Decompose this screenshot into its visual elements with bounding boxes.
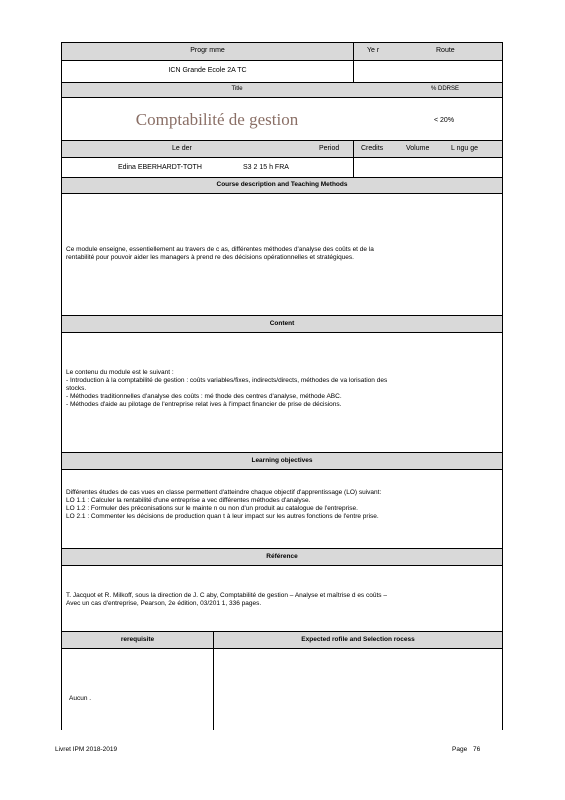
content-title: Content: [269, 320, 295, 327]
rule: [61, 157, 502, 158]
description-line-2: rentabilité pour pouvoir aider les managers à prend re des décisions opérationnelles et stratégiques.: [66, 254, 354, 261]
year-label: Ye r: [367, 47, 380, 54]
objectives-title: Learning objectives: [251, 457, 313, 464]
description-line-1: Ce module enseigne, essentiellement au travers de c as, différentes méthodes d'analyse des coûts et de la: [66, 246, 374, 253]
reference-line-1: T. Jacquot et R. Milkoff, sous la direction de J. C aby, Comptabilité de gestion – Analyse et maîtrise d es coûts –: [66, 592, 387, 599]
rule: [61, 193, 502, 194]
rule: [353, 140, 354, 177]
language-label: L ngu ge: [451, 145, 478, 152]
reference-line-2: Avec un cas d'entreprise, Pearson, 2e édition, 03/201 1, 336 pages.: [66, 600, 262, 607]
programme-label: Progr mme: [190, 47, 225, 54]
ddrse-value: < 20%: [434, 117, 455, 124]
leader-value: Edina EBERHARDT-TOTH: [118, 164, 202, 171]
volume-label: Volume: [406, 145, 430, 152]
period-value: S3 2 15 h FRA: [243, 164, 289, 171]
reference-title: Référence: [266, 553, 298, 560]
course-title: Comptabilité de gestion: [135, 110, 299, 129]
objectives-line-2: LO 1.1 : Calculer la rentabilité d'une entreprise a vec différentes méthodes d'analyse.: [66, 497, 311, 504]
rule: [61, 565, 502, 566]
prerequisite-value: Aucun .: [69, 695, 92, 702]
footer-left: Livret IPM 2018-2019: [55, 746, 118, 753]
credits-label: Credits: [361, 145, 384, 152]
content-line-1: Le contenu du module est le suivant :: [66, 369, 174, 376]
footer-page-label: Page: [452, 746, 468, 753]
objectives-line-3: LO 1.2 : Formuler des préconisations sur le mainte n ou non d'un produit au catalogue de l'entreprise.: [66, 505, 358, 512]
leader-header-bg: [62, 141, 502, 157]
leader-label: Le der: [172, 145, 192, 152]
footer-page-number: 76: [473, 746, 481, 753]
rule: [61, 469, 502, 470]
rule: [61, 42, 502, 43]
rule: [61, 60, 502, 61]
rule: [213, 631, 214, 730]
content-line-4: - Méthodes traditionnelles d'analyse des coûts : mé thode des centres d'analyse, méthode ABC.: [66, 393, 342, 400]
rule: [353, 42, 354, 82]
period-label: Period: [319, 145, 340, 152]
programme-value: ICN Grande Ecole 2A TC: [168, 67, 247, 74]
title-label: Title: [231, 86, 243, 92]
objectives-line-1: Différentes études de cas vues en classe permettent d'atteindre chaque objectif d'apprentissage (LO) suivant:: [66, 489, 382, 496]
expected-title: Expected rofile and Selection rocess: [301, 636, 415, 643]
ddrse-label: % DDRSE: [431, 86, 460, 92]
prerequisite-title: rerequisite: [120, 636, 155, 643]
route-label: Route: [436, 47, 455, 54]
rule: [61, 648, 502, 649]
content-line-5: - Méthodes d'aide au pilotage de l'entreprise relat ives à l'impact financier de prise de décisions.: [66, 401, 342, 408]
rule: [61, 332, 502, 333]
frame-right: [502, 42, 503, 730]
rule: [61, 97, 502, 98]
content-line-3: stocks.: [66, 385, 87, 392]
objectives-line-4: LO 2.1 : Commenter les décisions de production quan t à leur impact sur les autres fonctions de l'entre prise.: [66, 513, 379, 520]
content-line-2: - Introduction à la comptabilité de gestion : coûts variables/fixes, indirects/directs, méthodes de va lorisation des: [66, 377, 388, 384]
description-title: Course description and Teaching Methods: [216, 181, 348, 188]
